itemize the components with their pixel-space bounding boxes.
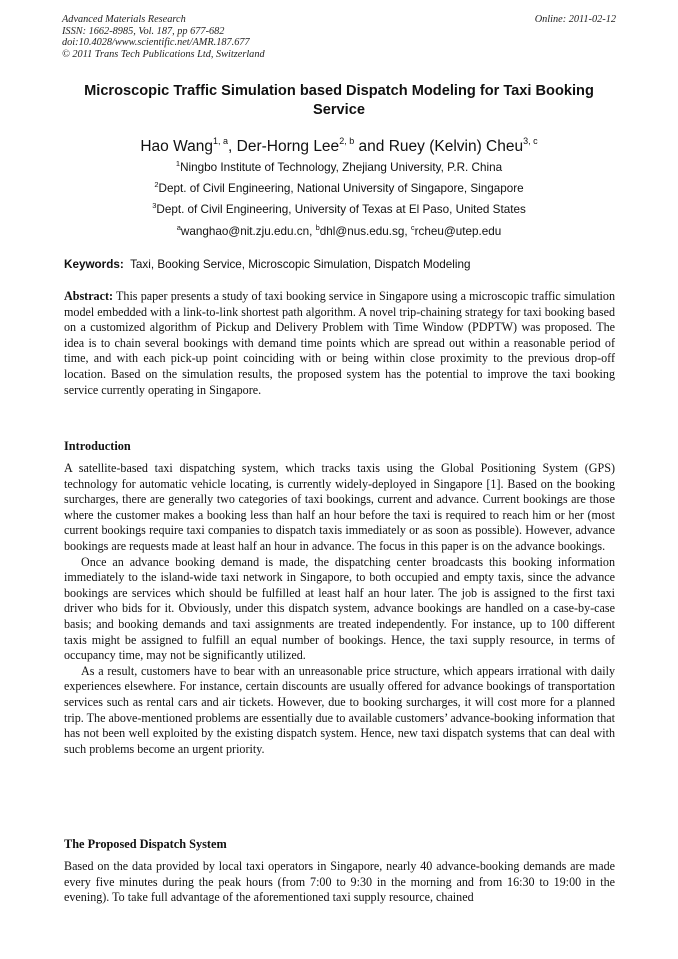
- paper-title: Microscopic Traffic Simulation based Dispatch Modeling for Taxi Booking Service: [84, 83, 594, 118]
- email-link[interactable]: wanghao@nit.zju.edu.cn,: [180, 225, 313, 238]
- abstract-label: Abstract:: [64, 289, 114, 303]
- author-line: [62, 131, 616, 157]
- email-superscript: c: [410, 223, 415, 232]
- issn-line: ISSN: 1662-8985, Vol. 187, pp 677-682: [62, 25, 225, 37]
- email-superscript: a: [176, 223, 181, 232]
- author-superscript: 1, a: [213, 136, 229, 146]
- affiliation: [62, 157, 616, 175]
- affiliation-text: Dept. of Civil Engineering, University of Texas at El Paso, United States: [156, 203, 526, 216]
- copyright-line: © 2011 Trans Tech Publications Ltd, Switzerland: [62, 48, 265, 60]
- doi-line: doi:10.4028/www.scientific.net/AMR.187.677: [62, 37, 250, 48]
- keywords: [64, 258, 616, 272]
- introduction-body: [64, 461, 615, 757]
- author-separator: ,: [228, 138, 233, 155]
- abstract: [64, 289, 615, 398]
- online-date: Online: 2011-02-12: [534, 14, 616, 25]
- abstract-text: This paper presents a study of taxi booking service in Singapore using a microscopic traffic simulation model embedded with a link-to-link shortest path algorithm. A novel trip-chaining strategy for taxi booking based on a customized algorithm of Pickup and Delivery Problem with Time Window (PDPTW) was proposed. The idea is to chain several bookings with demand time points which are spread out within a reasonable period of time, and with each pick-up point coinciding with or being within close proximity to the previous drop-off location. Based on the simulation results, the proposed system has the potential to improve the taxi booking service currently operating in Singapore.: [64, 289, 616, 397]
- keywords-label: Keywords:: [64, 258, 124, 271]
- paragraph: Based on the data provided by local taxi operators in Singapore, nearly 40 advance-booking demands are made every five minutes during the peak hours (from 7:00 to 9:30 in the morning and from 16:30 to 19:00 in the evening). To take full advantage of the aforementioned taxi supply resource, chained: [64, 859, 615, 905]
- affiliation-superscript: 3: [152, 201, 157, 210]
- journal-header: [62, 14, 618, 60]
- email-link[interactable]: rcheu@utep.edu: [414, 225, 502, 238]
- author-name: Ruey (Kelvin) Cheu: [388, 138, 524, 155]
- proposed-system-body: [64, 859, 615, 906]
- author-conjunction: and: [358, 138, 385, 155]
- affiliation-text: Ningbo Institute of Technology, Zhejiang University, P.R. China: [180, 161, 503, 174]
- paragraph: A satellite-based taxi dispatching system, which tracks taxis using the Global Positioning System (GPS) technology for automatic vehicle locating, is currently widely-deployed in Singapore [1]. Based on the booking surcharges, there are generally two categories of taxi bookings, current and advance. Current bookings are those where the customer makes a booking less than half an hour before the taxi is required to reach him or her (most current bookings require taxi companies to dispatch taxis immediately or as soon as possible). However, advance bookings are requests made at least half an hour in advance. The focus in this paper is on the advance bookings.: [64, 461, 615, 553]
- affiliation-text: Dept. of Civil Engineering, National University of Singapore, Singapore: [158, 182, 524, 195]
- email-link[interactable]: dhl@nus.edu.sg,: [319, 225, 408, 238]
- author-superscript: 3, c: [523, 136, 538, 146]
- affiliation-superscript: 1: [175, 159, 181, 168]
- affiliation: [62, 178, 616, 196]
- author-name: Hao Wang: [140, 138, 214, 155]
- affiliation-superscript: 2: [154, 180, 159, 189]
- author-superscript: 2, b: [339, 136, 355, 146]
- keywords-text: Taxi, Booking Service, Microscopic Simulation, Dispatch Modeling: [130, 258, 471, 271]
- affiliation: [62, 199, 616, 217]
- email-superscript: b: [315, 223, 320, 232]
- paragraph: Once an advance booking demand is made, the dispatching center broadcasts this booking information immediately to the island-wide taxi network in Singapore, to both occupied and empty taxis, since the advance bookings are services which should be fulfilled at least half an hour later. The job is assigned to the first taxi driver who bids for it. Obviously, under this dispatch system, advance bookings are handled on a case-by-case basis; and booking demands and taxi assignments are treated independently. For instance, up to 100 different taxis might be assigned to fulfill an equal number of bookings. Hence, the taxi supply resource, in terms of occupancy time, may not be significantly utilized.: [64, 554, 615, 663]
- paragraph: As a result, customers have to bear with an unreasonable price structure, which appears irrational with daily experiences elsewhere. For instance, certain discounts are usually offered for advance bookings of transportation services such as rental cars and air tickets. However, due to booking surcharges, it will cost more for a planned trip. The above-mentioned problems are essentially due to available customers’ advance-booking information that has not been well exploited by the existing dispatch system. Hence, new taxi dispatch systems that can deal with such problems become an urgent priority.: [64, 663, 615, 756]
- journal-name: Advanced Materials Research: [62, 14, 186, 25]
- section-heading-introduction: Introduction: [64, 439, 131, 453]
- section-heading-proposed-system: The Proposed Dispatch System: [64, 837, 227, 851]
- email-line: [62, 221, 616, 239]
- author-name: Der-Horng Lee: [236, 138, 340, 155]
